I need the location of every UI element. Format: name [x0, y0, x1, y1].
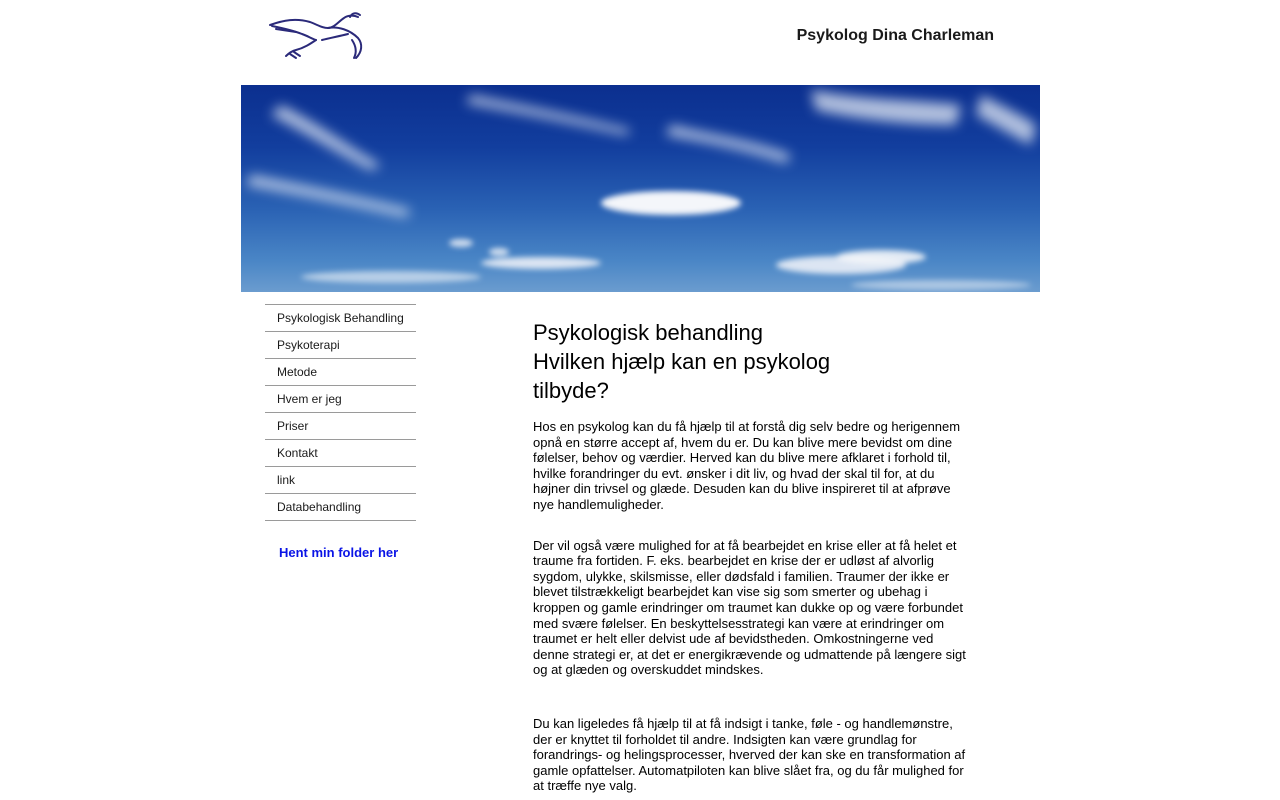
nav-item-priser[interactable]: Priser: [265, 413, 416, 440]
site-title: Psykolog Dina Charleman: [796, 27, 994, 44]
nav-item-metode[interactable]: Metode: [265, 359, 416, 386]
page-heading: [533, 318, 873, 405]
main-content: [533, 318, 973, 794]
body-paragraph: Du kan ligeledes få hjælp til at få indsigt i tanke, føle - og handlemønstre, der er knyttet til forholdet til andre. Indsigten kan være grundlag for forandrings- og helingsprocesser, hverved der kan ske en transformation af gamle opfattelser. Automatpiloten kan blive slået fra, og du får mulighed for at træffe nye valg.: [533, 715, 966, 794]
body-paragraph: Hos en psykolog kan du få hjælp til at forstå dig selv bedre og herigennem opnå en større accept af, hvem du er. Du kan blive mere bevidst om dine følelser, behov og værdier. Herved kan du blive mere afklaret i forhold til, hvilke forandringer du evt. ønsker i dit liv, og hvad der skal til for, at du højner din trivsel og glæde. Desuden kan du blive inspireret til at afprøve nye handlemuligheder.: [533, 419, 961, 512]
nav-item-databehandling[interactable]: Databehandling: [265, 494, 416, 521]
page-container: [241, 0, 1040, 800]
download-folder-link[interactable]: Hent min folder her: [279, 545, 399, 560]
heading-line: tilbyde?: [533, 378, 609, 403]
nav-item-psykoterapi[interactable]: Psykoterapi: [265, 332, 416, 359]
heading-line: Psykologisk behandling: [533, 320, 763, 345]
bird-logo-icon[interactable]: [266, 8, 368, 64]
nav-item-link[interactable]: link: [265, 467, 416, 494]
nav-item-kontakt[interactable]: Kontakt: [265, 440, 416, 467]
nav-item-hvem-er-jeg[interactable]: Hvem er jeg: [265, 386, 416, 413]
side-navigation: [265, 304, 416, 521]
heading-line: Hvilken hjælp kan en psykolog: [533, 349, 831, 374]
body-paragraph: Der vil også være mulighed for at få bearbejdet en krise eller at få helet et traume fra fortiden. F. eks. bearbejdet en krise der er udløst af alvorlig sygdom, ulykke, skilsmisse, eller dødsfald i familien. Traumer der ikke er blevet tilstrækkeligt bearbejdet kan vise sig som smerter og ubehag i kroppen og gamle erindringer om traumet kan dukke op og være forbundet med svære følelser. En beskyttelsesstrategi kan være at erindringer om traumet er helt eller delvist ude af bevidstheden. Omkostningerne ved denne strategi er, at det er energikrævende og udmattende på længere sigt og at glæden og overskuddet mindskes.: [533, 537, 966, 678]
nav-item-psykologisk-behandling[interactable]: Psykologisk Behandling: [265, 305, 416, 332]
sky-banner-image: [241, 85, 1040, 292]
